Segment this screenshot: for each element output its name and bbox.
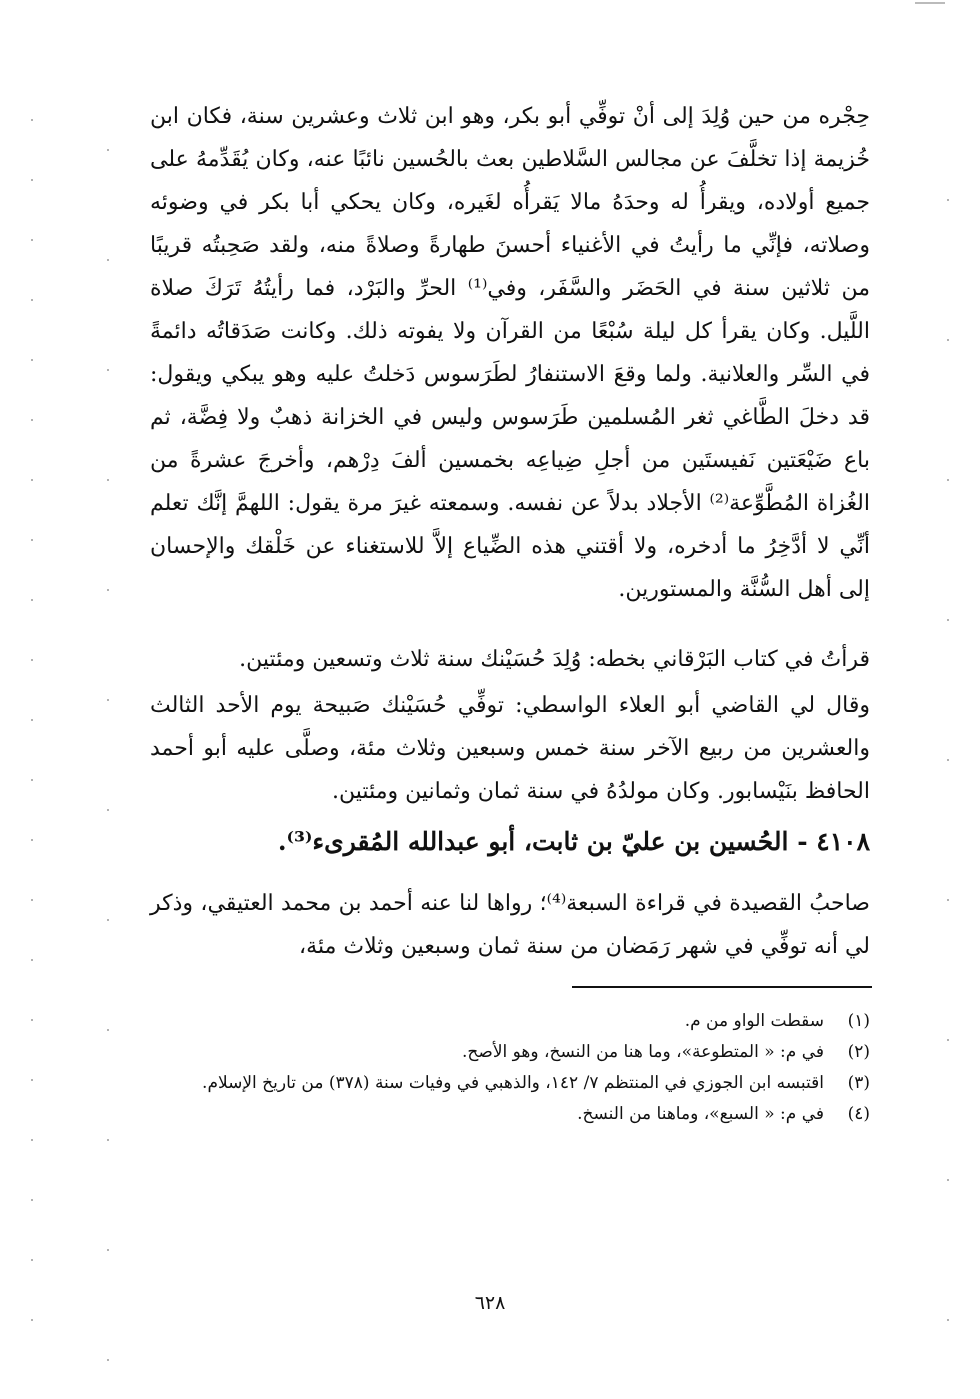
body-paragraph-1: حِجْره من حين وُلِدَ إلى أنْ توفِّي أبو بكر، وهو ابن ثلاث وعشرين سنة، فكان ابن خُزيمة إذا تخلَّفَ عن مجالس السَّلاطين بعث بالحُسين نائبًا عنه، وكان يُقَدِّمهُ على جميع أولاده، ويقرأُ له وحدَهُ مالا يَقرأُه لغَيره، وكان يحكي أبا بكر في وضوئه وصلاته، فإنِّي ما رأيتُ في الأغنياء أحسنَ طهارةً وصلاةً منه، ولقد صَحِبتُه قريبًا من ثلاثين سنة في الحَضَر والسَّفَر، وفي⁽¹⁾ الحرِّ والبَرْد، فما رأيتُهُ تَرَكَ صلاة اللَّيل. وكان يقرأ كل ليلة سُبْعًا من القرآن ولا يفوته ذلك. وكانت صَدَقاتُه دائمةً في السِّر والعلانية. ولما وقعَ الاستنفارُ لطَرَسوس دَخلتُ عليه وهو يبكي ويقول: قد دخلَ الطَّاغي ثغر المُسلمين طَرَسوس وليس في الخزانة ذهبٌ ولا فِضَّة، ثم باع ضَيْعَتين نَفيستَين من أجلِ ضِياعِه بخمسين ألفَ دِرْهم، وأخرجَ عشرةً من الغُزاة المُطَّوِّعة⁽²⁾ الأجلاد بدلاً عن نفسه. وسمعته غيرَ مرة يقول: اللهمَّ إنَّك تعلم أنِّي لا أدَّخِرُ ما أدخره، ولا أقتني هذه الضِّياع إلاَّ للاستغناء عن خَلْقك والإحسان إلى أهل السُّنَّة والمستورين. xyxy=(150,104,870,602)
footnote-text: في م: « المتطوعة»، وما هنا من النسخ، وهو الأصح. xyxy=(462,1042,824,1062)
footnote-divider xyxy=(572,986,872,988)
body-paragraph-3: وقال لي القاضي أبو العلاء الواسطي: توفِّي حُسَيْنك صَبيحة يوم الأحد الثالث والعشرين من ربيع الآخر سنة خمس وسبعين وثلاث مئة، وصلَّى عليه أبو أحمد الحافظ بنَيْسابور. وكان مولدُهُ في سنة ثمان وثمانين ومئتين. xyxy=(150,693,870,804)
page-number: ٦٢٨ xyxy=(474,1292,506,1314)
footnote-3 xyxy=(150,1068,870,1099)
footnote-4 xyxy=(150,1099,870,1130)
footnote-text: اقتبسه ابن الجوزي في المنتظم ٧/ ١٤٢، والذهبي في وفيات سنة (٣٧٨) من تاريخ الإسلام. xyxy=(202,1073,824,1093)
footnote-number: (٣) xyxy=(847,1073,870,1093)
footnotes xyxy=(150,1006,870,1130)
footnote-text: في م: « السبع»، وماهنا من النسخ. xyxy=(577,1104,824,1124)
entry-heading: ٤١٠٨ - الحُسين بن عليّ بن ثابت، أبو عبدالله المُقرىء⁽³⁾. xyxy=(277,827,870,856)
footnote-text: سقطت الواو من م. xyxy=(684,1011,824,1031)
footnote-number: (٢) xyxy=(847,1042,870,1062)
footnote-2 xyxy=(150,1037,870,1068)
footnote-number: (١) xyxy=(847,1011,870,1031)
body-paragraph-2: قرأتُ في كتاب البَرْقاني بخطه: وُلِدَ حُسَيْنك سنة ثلاث وتسعين ومئتين. xyxy=(239,647,870,672)
body-paragraph-4: صاحبُ القصيدة في قراءة السبعة⁽⁴⁾؛ رواها لنا عنه أحمد بن محمد العتيقي، وذكر لي أنه توفِّي في شهر رَمَضان من سنة ثمان وسبعين وثلاث مئة، xyxy=(150,891,870,959)
footnote-1 xyxy=(150,1006,870,1037)
footnote-number: (٤) xyxy=(847,1104,870,1124)
